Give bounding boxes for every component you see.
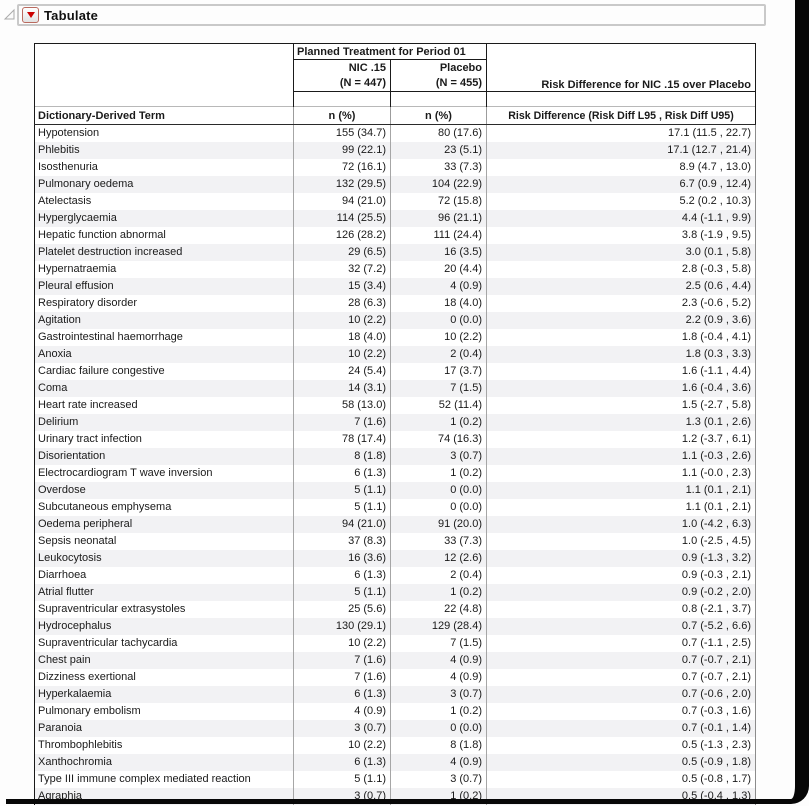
placebo-count-cell: 2 (0.4) xyxy=(391,346,487,363)
nic-count-cell: 18 (4.0) xyxy=(294,329,391,346)
term-cell: Isosthenuria xyxy=(35,159,294,176)
placebo-count-cell: 1 (0.2) xyxy=(391,414,487,431)
nic-count-cell: 14 (3.1) xyxy=(294,380,391,397)
table-row xyxy=(35,210,756,227)
nic-column-header: NIC .15 xyxy=(294,60,391,76)
risk-cell: 1.1 (-0.3 , 2.6) xyxy=(487,448,756,465)
risk-cell: 17.1 (12.7 , 21.4) xyxy=(487,142,756,159)
placebo-count-cell: 0 (0.0) xyxy=(391,482,487,499)
table-row xyxy=(35,601,756,618)
term-cell: Hypotension xyxy=(35,125,294,143)
term-cell: Atrial flutter xyxy=(35,584,294,601)
placebo-count-cell: 0 (0.0) xyxy=(391,499,487,516)
nic-count-cell: 29 (6.5) xyxy=(294,244,391,261)
placebo-count-cell: 129 (28.4) xyxy=(391,618,487,635)
placebo-count-cell: 4 (0.9) xyxy=(391,278,487,295)
red-triangle-menu-button[interactable] xyxy=(22,7,39,23)
placebo-count-cell: 4 (0.9) xyxy=(391,754,487,771)
term-cell: Hepatic function abnormal xyxy=(35,227,294,244)
page-title: Tabulate xyxy=(44,7,99,23)
table-row xyxy=(35,176,756,193)
placebo-count-cell: 12 (2.6) xyxy=(391,550,487,567)
risk-cell: 2.2 (0.9 , 3.6) xyxy=(487,312,756,329)
risk-cell: 1.6 (-1.1 , 4.4) xyxy=(487,363,756,380)
table-row xyxy=(35,635,756,652)
placebo-count-cell: 104 (22.9) xyxy=(391,176,487,193)
placebo-count-cell: 3 (0.7) xyxy=(391,771,487,788)
nic-count-cell: 99 (22.1) xyxy=(294,142,391,159)
placebo-count-cell: 8 (1.8) xyxy=(391,737,487,754)
placebo-count-cell: 33 (7.3) xyxy=(391,533,487,550)
term-cell: Pleural effusion xyxy=(35,278,294,295)
risk-cell: 0.5 (-0.8 , 1.7) xyxy=(487,771,756,788)
placebo-count-cell: 23 (5.1) xyxy=(391,142,487,159)
nic-count-cell: 7 (1.6) xyxy=(294,414,391,431)
placebo-count-cell: 3 (0.7) xyxy=(391,448,487,465)
table-row xyxy=(35,737,756,754)
term-cell: Gastrointestinal haemorrhage xyxy=(35,329,294,346)
term-cell: Subcutaneous emphysema xyxy=(35,499,294,516)
risk-cell: 8.9 (4.7 , 13.0) xyxy=(487,159,756,176)
risk-cell: 0.7 (-1.1 , 2.5) xyxy=(487,635,756,652)
table-row xyxy=(35,788,756,805)
nic-count-cell: 5 (1.1) xyxy=(294,499,391,516)
risk-cell: 0.5 (-0.9 , 1.8) xyxy=(487,754,756,771)
table-row xyxy=(35,686,756,703)
risk-cell: 0.9 (-1.3 , 3.2) xyxy=(487,550,756,567)
term-cell: Dizziness exertional xyxy=(35,669,294,686)
placebo-count-cell: 1 (0.2) xyxy=(391,788,487,805)
table-row xyxy=(35,703,756,720)
nic-stat-label: n (%) xyxy=(294,107,391,125)
risk-cell: 2.8 (-0.3 , 5.8) xyxy=(487,261,756,278)
risk-cell: 1.1 (0.1 , 2.1) xyxy=(487,482,756,499)
term-cell: Supraventricular tachycardia xyxy=(35,635,294,652)
nic-count-cell: 94 (21.0) xyxy=(294,193,391,210)
nic-count-cell: 8 (1.8) xyxy=(294,448,391,465)
nic-count-cell: 72 (16.1) xyxy=(294,159,391,176)
placebo-count-cell: 17 (3.7) xyxy=(391,363,487,380)
table-row xyxy=(35,414,756,431)
term-cell: Thrombophlebitis xyxy=(35,737,294,754)
placebo-count-cell: 20 (4.4) xyxy=(391,261,487,278)
placebo-count-cell: 7 (1.5) xyxy=(391,380,487,397)
nic-count-cell: 32 (7.2) xyxy=(294,261,391,278)
red-triangle-icon xyxy=(27,12,35,18)
term-cell: Agitation xyxy=(35,312,294,329)
placebo-count-cell: 80 (17.6) xyxy=(391,125,487,143)
placebo-count-cell: 52 (11.4) xyxy=(391,397,487,414)
term-cell: Type III immune complex mediated reaction xyxy=(35,771,294,788)
term-cell: Cardiac failure congestive xyxy=(35,363,294,380)
nic-count-cell: 10 (2.2) xyxy=(294,312,391,329)
table-row xyxy=(35,312,756,329)
placebo-count-cell: 7 (1.5) xyxy=(391,635,487,652)
nic-count-cell: 7 (1.6) xyxy=(294,669,391,686)
placebo-count-cell: 1 (0.2) xyxy=(391,584,487,601)
placebo-count-cell: 10 (2.2) xyxy=(391,329,487,346)
risk-column-group-header: Risk Difference for NIC .15 over Placebo xyxy=(487,44,756,92)
table-row xyxy=(35,584,756,601)
risk-cell: 0.5 (-0.4 , 1.3) xyxy=(487,788,756,805)
table-row xyxy=(35,431,756,448)
table-row xyxy=(35,193,756,210)
table-row xyxy=(35,244,756,261)
placebo-count-cell: 1 (0.2) xyxy=(391,703,487,720)
nic-count-cell: 78 (17.4) xyxy=(294,431,391,448)
placebo-count-cell: 4 (0.9) xyxy=(391,652,487,669)
risk-cell: 1.6 (-0.4 , 3.6) xyxy=(487,380,756,397)
nic-count-cell: 28 (6.3) xyxy=(294,295,391,312)
table-row xyxy=(35,329,756,346)
risk-cell: 2.5 (0.6 , 4.4) xyxy=(487,278,756,295)
term-cell: Hypernatraemia xyxy=(35,261,294,278)
placebo-count-cell: 2 (0.4) xyxy=(391,567,487,584)
placebo-count-cell: 91 (20.0) xyxy=(391,516,487,533)
risk-cell: 1.0 (-4.2 , 6.3) xyxy=(487,516,756,533)
placebo-count-cell: 72 (15.8) xyxy=(391,193,487,210)
nic-count-cell: 6 (1.3) xyxy=(294,754,391,771)
nic-count-cell: 3 (0.7) xyxy=(294,788,391,805)
risk-cell: 0.8 (-2.1 , 3.7) xyxy=(487,601,756,618)
term-cell: Supraventricular extrasystoles xyxy=(35,601,294,618)
placebo-count-cell: 4 (0.9) xyxy=(391,669,487,686)
term-cell: Xanthochromia xyxy=(35,754,294,771)
risk-cell: 3.8 (-1.9 , 9.5) xyxy=(487,227,756,244)
term-cell: Diarrhoea xyxy=(35,567,294,584)
risk-cell: 0.7 (-0.7 , 2.1) xyxy=(487,669,756,686)
placebo-count-cell: 0 (0.0) xyxy=(391,312,487,329)
term-cell: Platelet destruction increased xyxy=(35,244,294,261)
placebo-count-cell: 1 (0.2) xyxy=(391,465,487,482)
table-row xyxy=(35,142,756,159)
spacer-cell xyxy=(294,92,391,107)
placebo-count-cell: 74 (16.3) xyxy=(391,431,487,448)
placebo-column-header: Placebo xyxy=(391,60,487,76)
nic-count-cell: 5 (1.1) xyxy=(294,482,391,499)
risk-cell: 3.0 (0.1 , 5.8) xyxy=(487,244,756,261)
nic-count-cell: 58 (13.0) xyxy=(294,397,391,414)
placebo-count-cell: 22 (4.8) xyxy=(391,601,487,618)
risk-cell: 0.7 (-0.6 , 2.0) xyxy=(487,686,756,703)
term-cell: Disorientation xyxy=(35,448,294,465)
term-cell: Agraphia xyxy=(35,788,294,805)
term-cell: Oedema peripheral xyxy=(35,516,294,533)
term-cell: Pulmonary embolism xyxy=(35,703,294,720)
table-row xyxy=(35,380,756,397)
risk-cell: 1.0 (-2.5 , 4.5) xyxy=(487,533,756,550)
placebo-n-header: (N = 455) xyxy=(391,76,487,92)
table-row xyxy=(35,482,756,499)
corner-cell xyxy=(35,44,294,107)
risk-cell: 0.7 (-0.1 , 1.4) xyxy=(487,720,756,737)
risk-cell: 6.7 (0.9 , 12.4) xyxy=(487,176,756,193)
risk-cell: 0.7 (-0.7 , 2.1) xyxy=(487,652,756,669)
nic-count-cell: 114 (25.5) xyxy=(294,210,391,227)
placebo-count-cell: 33 (7.3) xyxy=(391,159,487,176)
term-cell: Heart rate increased xyxy=(35,397,294,414)
placebo-count-cell: 0 (0.0) xyxy=(391,720,487,737)
term-cell: Leukocytosis xyxy=(35,550,294,567)
risk-cell: 1.2 (-3.7 , 6.1) xyxy=(487,431,756,448)
table-row xyxy=(35,550,756,567)
nic-count-cell: 5 (1.1) xyxy=(294,771,391,788)
placebo-count-cell: 18 (4.0) xyxy=(391,295,487,312)
table-row xyxy=(35,397,756,414)
table-body xyxy=(35,125,756,806)
nic-count-cell: 4 (0.9) xyxy=(294,703,391,720)
nic-count-cell: 6 (1.3) xyxy=(294,686,391,703)
nic-count-cell: 10 (2.2) xyxy=(294,635,391,652)
nic-count-cell: 94 (21.0) xyxy=(294,516,391,533)
table-row xyxy=(35,278,756,295)
nic-count-cell: 6 (1.3) xyxy=(294,567,391,584)
term-cell: Hydrocephalus xyxy=(35,618,294,635)
table-row xyxy=(35,567,756,584)
term-cell: Paranoia xyxy=(35,720,294,737)
nic-count-cell: 6 (1.3) xyxy=(294,465,391,482)
risk-cell: 1.8 (0.3 , 3.3) xyxy=(487,346,756,363)
risk-cell: 0.7 (-0.3 , 1.6) xyxy=(487,703,756,720)
risk-cell: 2.3 (-0.6 , 5.2) xyxy=(487,295,756,312)
risk-cell: 0.9 (-0.2 , 2.0) xyxy=(487,584,756,601)
risk-stat-label: Risk Difference (Risk Diff L95 , Risk Diff U95) xyxy=(487,107,756,125)
outline-header[interactable] xyxy=(17,4,766,26)
table-row xyxy=(35,533,756,550)
term-cell: Chest pain xyxy=(35,652,294,669)
table-row xyxy=(35,159,756,176)
risk-cell: 0.5 (-1.3 , 2.3) xyxy=(487,737,756,754)
nic-count-cell: 10 (2.2) xyxy=(294,737,391,754)
table-row xyxy=(35,125,756,143)
nic-count-cell: 37 (8.3) xyxy=(294,533,391,550)
risk-cell: 17.1 (11.5 , 22.7) xyxy=(487,125,756,143)
table-row xyxy=(35,261,756,278)
risk-cell: 1.1 (-0.0 , 2.3) xyxy=(487,465,756,482)
term-cell: Delirium xyxy=(35,414,294,431)
risk-cell: 1.1 (0.1 , 2.1) xyxy=(487,499,756,516)
table-row xyxy=(35,448,756,465)
tabulate-table xyxy=(34,43,756,805)
nic-count-cell: 7 (1.6) xyxy=(294,652,391,669)
table-row xyxy=(35,295,756,312)
term-cell: Overdose xyxy=(35,482,294,499)
open-triangle-icon xyxy=(3,8,16,21)
placebo-count-cell: 16 (3.5) xyxy=(391,244,487,261)
nic-count-cell: 15 (3.4) xyxy=(294,278,391,295)
table-row xyxy=(35,363,756,380)
term-cell: Respiratory disorder xyxy=(35,295,294,312)
nic-count-cell: 132 (29.5) xyxy=(294,176,391,193)
nic-count-cell: 10 (2.2) xyxy=(294,346,391,363)
placebo-count-cell: 96 (21.1) xyxy=(391,210,487,227)
risk-cell: 5.2 (0.2 , 10.3) xyxy=(487,193,756,210)
term-cell: Hyperglycaemia xyxy=(35,210,294,227)
table-row xyxy=(35,771,756,788)
risk-cell: 0.9 (-0.3 , 2.1) xyxy=(487,567,756,584)
table-row xyxy=(35,669,756,686)
nic-count-cell: 155 (34.7) xyxy=(294,125,391,143)
nic-count-cell: 5 (1.1) xyxy=(294,584,391,601)
placebo-stat-label: n (%) xyxy=(391,107,487,125)
table-row xyxy=(35,346,756,363)
term-cell: Hyperkalaemia xyxy=(35,686,294,703)
term-cell: Coma xyxy=(35,380,294,397)
nic-count-cell: 16 (3.6) xyxy=(294,550,391,567)
table-row xyxy=(35,652,756,669)
term-cell: Anoxia xyxy=(35,346,294,363)
term-column-label: Dictionary-Derived Term xyxy=(35,107,294,125)
term-cell: Sepsis neonatal xyxy=(35,533,294,550)
table-row xyxy=(35,618,756,635)
table-row xyxy=(35,516,756,533)
risk-cell: 1.3 (0.1 , 2.6) xyxy=(487,414,756,431)
nic-count-cell: 24 (5.4) xyxy=(294,363,391,380)
term-cell: Electrocardiogram T wave inversion xyxy=(35,465,294,482)
table-row xyxy=(35,227,756,244)
term-cell: Phlebitis xyxy=(35,142,294,159)
nic-count-cell: 126 (28.2) xyxy=(294,227,391,244)
table-row xyxy=(35,465,756,482)
term-cell: Urinary tract infection xyxy=(35,431,294,448)
spacer-cell xyxy=(487,92,756,107)
risk-cell: 1.8 (-0.4 , 4.1) xyxy=(487,329,756,346)
group-header-cell: Planned Treatment for Period 01 xyxy=(294,44,487,60)
table-row xyxy=(35,499,756,516)
spacer-cell xyxy=(391,92,487,107)
placebo-count-cell: 3 (0.7) xyxy=(391,686,487,703)
table-row xyxy=(35,720,756,737)
nic-count-cell: 25 (5.6) xyxy=(294,601,391,618)
table-row xyxy=(35,754,756,771)
risk-cell: 4.4 (-1.1 , 9.9) xyxy=(487,210,756,227)
risk-cell: 0.7 (-5.2 , 6.6) xyxy=(487,618,756,635)
nic-count-cell: 3 (0.7) xyxy=(294,720,391,737)
outline-disclosure-icon[interactable] xyxy=(3,8,16,26)
nic-count-cell: 130 (29.1) xyxy=(294,618,391,635)
term-cell: Pulmonary oedema xyxy=(35,176,294,193)
term-cell: Atelectasis xyxy=(35,193,294,210)
nic-n-header: (N = 447) xyxy=(294,76,391,92)
risk-cell: 1.5 (-2.7 , 5.8) xyxy=(487,397,756,414)
placebo-count-cell: 111 (24.4) xyxy=(391,227,487,244)
